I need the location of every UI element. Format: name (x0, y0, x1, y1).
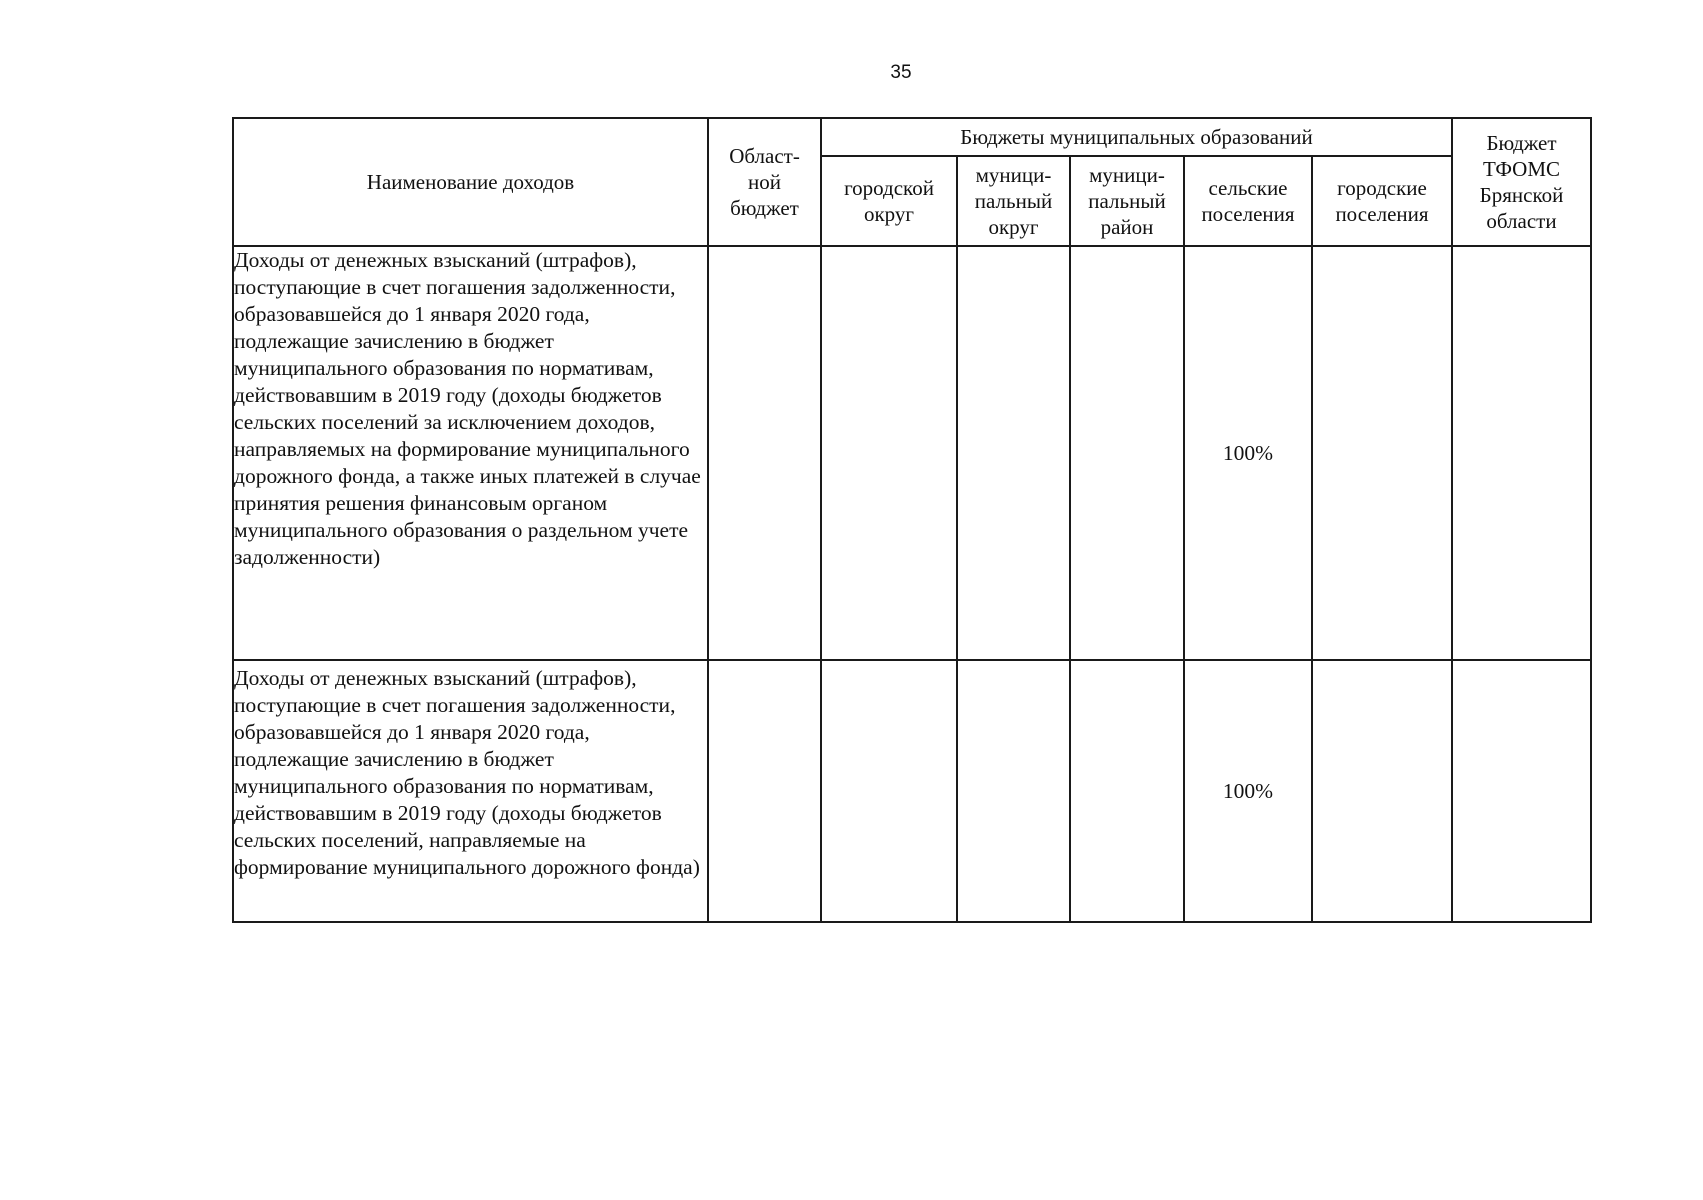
header-rural-settlements: сельские поселения (1184, 156, 1312, 246)
header-row-1 (233, 118, 1591, 156)
header-income-name: Наименование доходов (233, 118, 708, 246)
page-number: 35 (890, 62, 912, 83)
table-row (233, 246, 1591, 660)
municipal-area-value-cell (1070, 246, 1184, 660)
municipal-district-value-cell (957, 246, 1070, 660)
header-urban-settlements: городские поселения (1312, 156, 1452, 246)
city-district-value-cell (821, 246, 957, 660)
header-municipal-district: муници- пальный округ (957, 156, 1070, 246)
header-municipal-budgets: Бюджеты муниципальных образований (821, 118, 1452, 156)
regional-value-cell (708, 246, 821, 660)
revenue-distribution-table (232, 117, 1592, 923)
header-regional-budget: Област- ной бюджет (708, 118, 821, 246)
rural-settlements-value-cell: 100% (1184, 246, 1312, 660)
tfoms-value-cell (1452, 660, 1591, 922)
city-district-value-cell (821, 660, 957, 922)
header-tfoms-budget: Бюджет ТФОМС Брянской области (1452, 118, 1591, 246)
regional-value-cell (708, 660, 821, 922)
municipal-district-value-cell (957, 660, 1070, 922)
urban-settlements-value-cell (1312, 660, 1452, 922)
rural-settlements-value-cell: 100% (1184, 660, 1312, 922)
urban-settlements-value-cell (1312, 246, 1452, 660)
income-name-cell: Доходы от денежных взысканий (штрафов), поступающие в счет погашения задолженности, образовавшейся до 1 января 2020 года, подлежащие зачислению в бюджет муниципального образования по нормативам, действовавшим в 2019 году (доходы бюджетов сельских поселений за исключением доходов, направляемых на формирование муниципального дорожного фонда, а также иных платежей в случае принятия решения финансовым органом муниципального образования о раздельном учете задолженности) (233, 246, 708, 660)
header-municipal-area: муници- пальный район (1070, 156, 1184, 246)
income-name-cell: Доходы от денежных взысканий (штрафов), поступающие в счет погашения задолженности, образовавшейся до 1 января 2020 года, подлежащие зачислению в бюджет муниципального образования по нормативам, действовавшим в 2019 году (доходы бюджетов сельских поселений, направляемые на формирование муниципального дорожного фонда) (233, 660, 708, 922)
municipal-area-value-cell (1070, 660, 1184, 922)
table-row (233, 660, 1591, 922)
header-city-district: городской округ (821, 156, 957, 246)
tfoms-value-cell (1452, 246, 1591, 660)
